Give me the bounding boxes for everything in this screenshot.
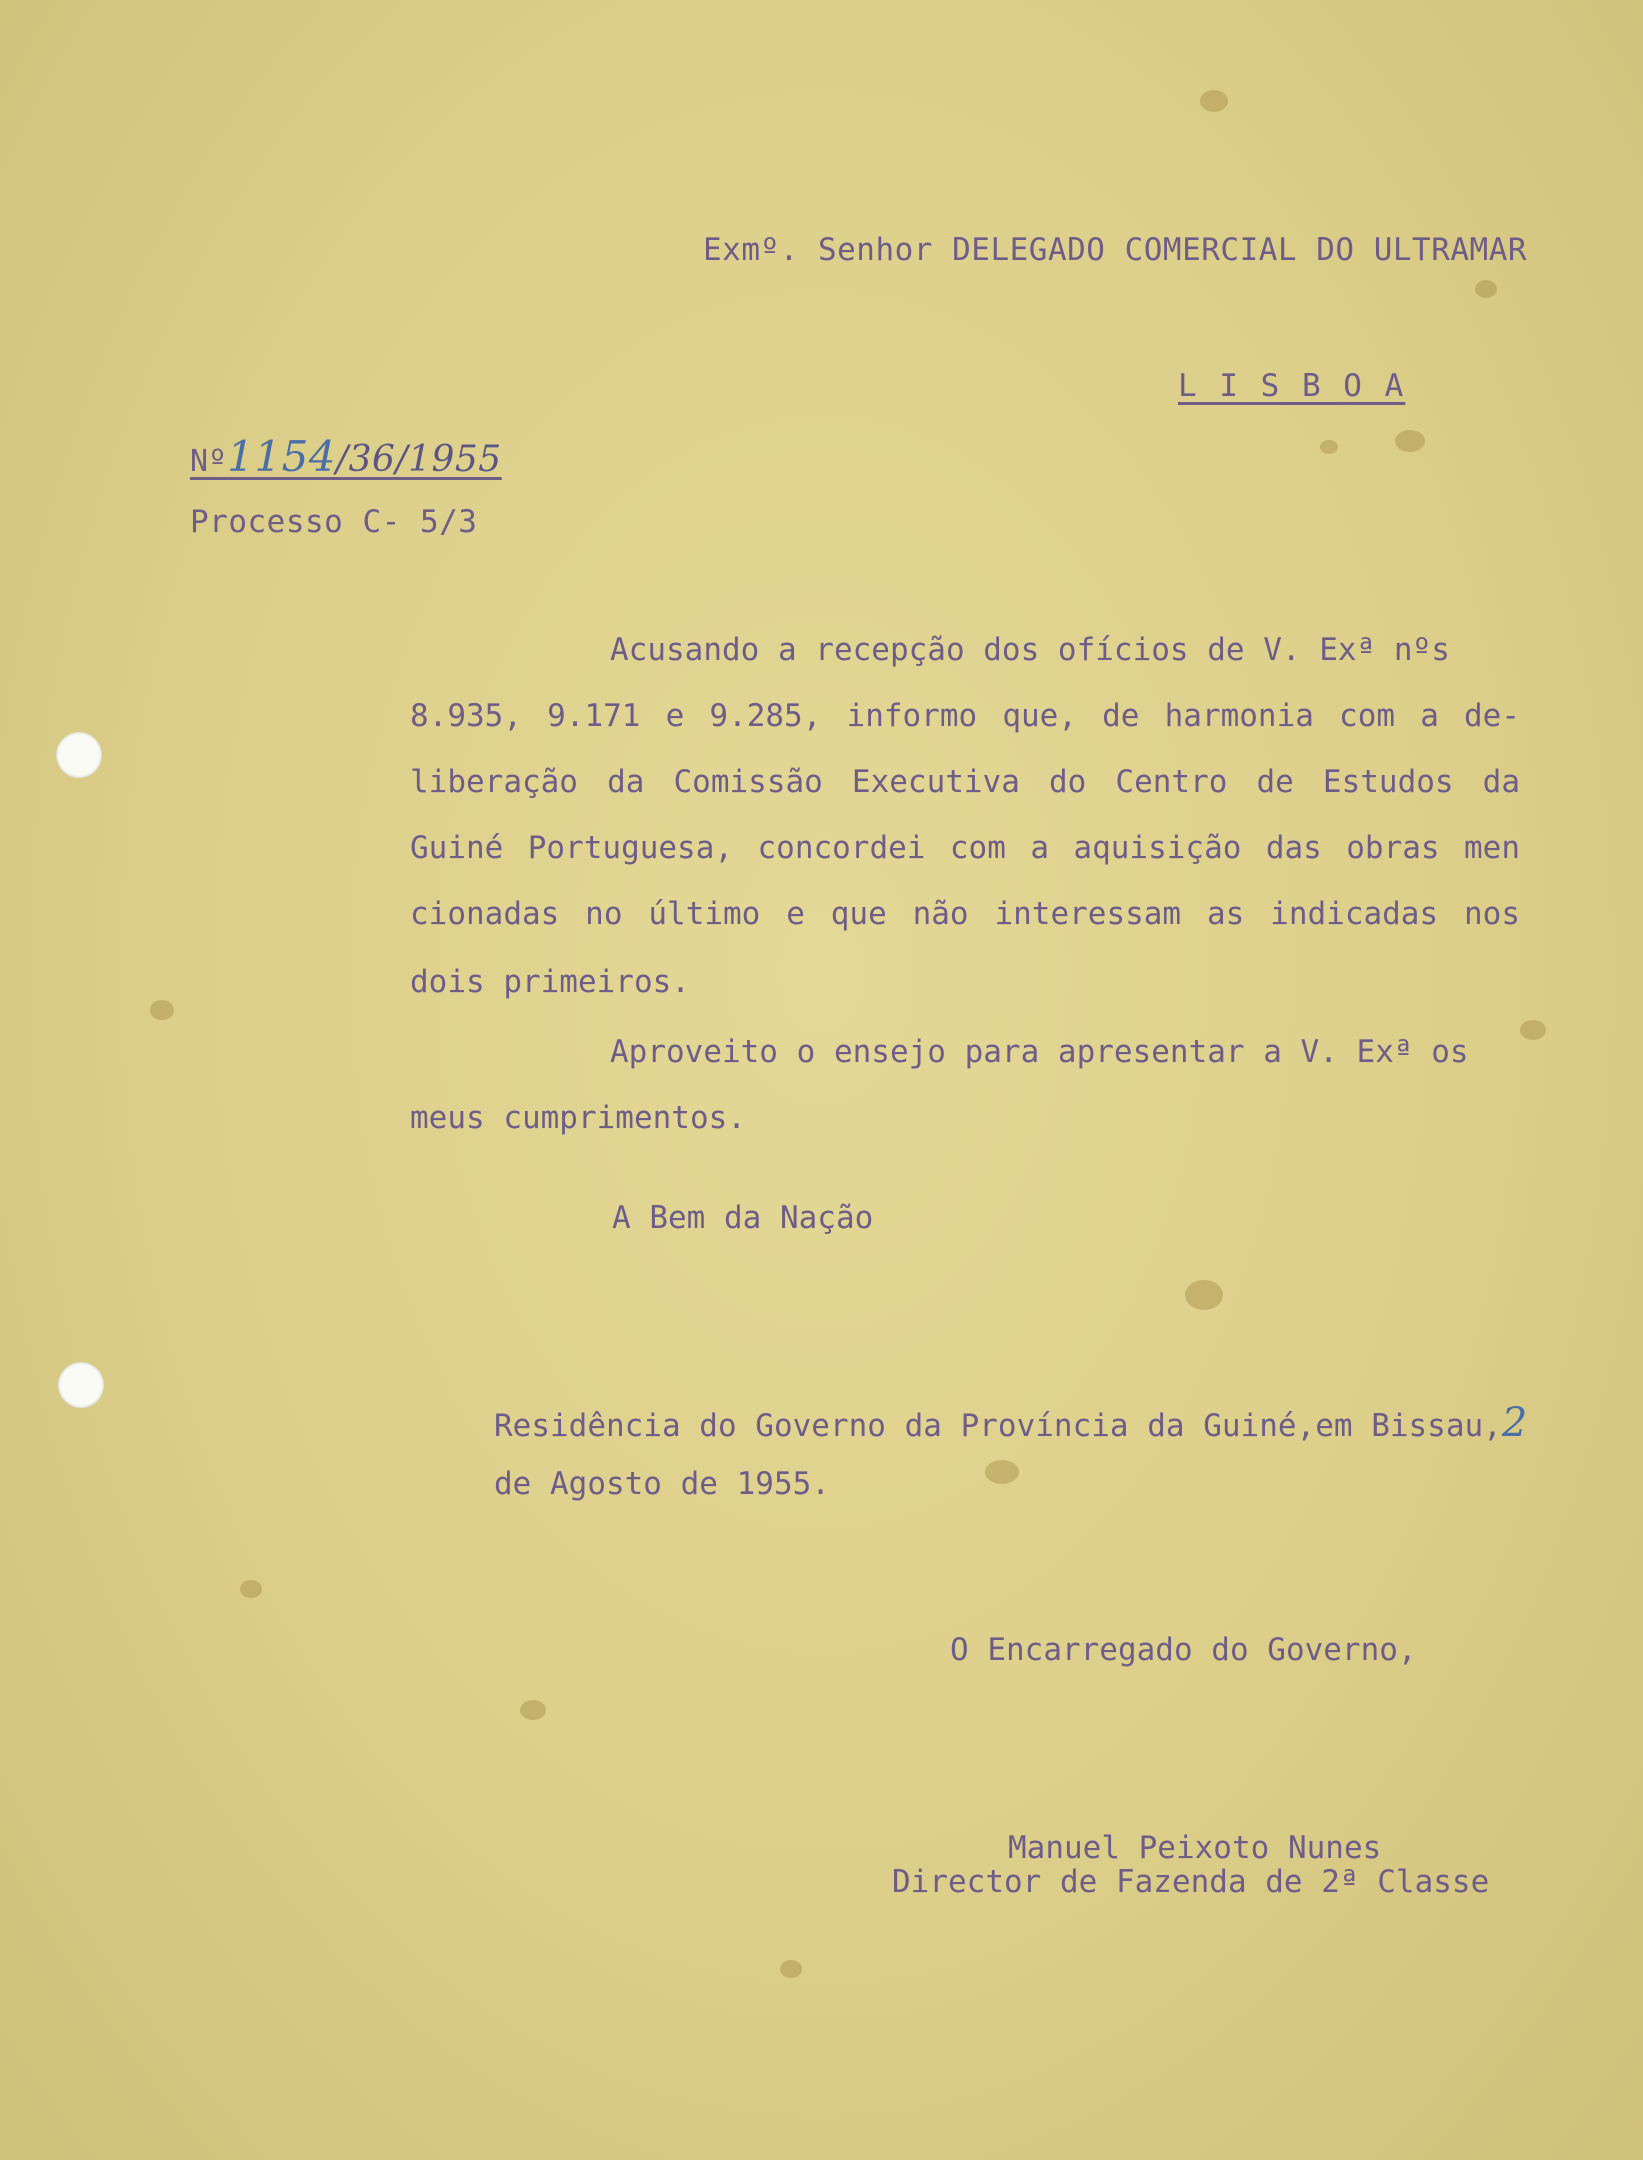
stain-mark xyxy=(985,1460,1019,1484)
process-number: Processo C- 5/3 xyxy=(190,504,478,540)
stain-mark xyxy=(1320,440,1338,454)
reference-number xyxy=(190,432,502,481)
reference-prefix: Nº xyxy=(190,444,228,479)
body-line: 8.935, 9.171 e 9.285, informo que, de harmonia com a de- xyxy=(410,698,1520,734)
salutation: A Bem da Nação xyxy=(612,1200,874,1236)
body-line: liberação da Comissão Executiva do Centro de Estudos da xyxy=(410,764,1520,800)
handwritten-day: 2 xyxy=(1501,1400,1528,1446)
body-line: Guiné Portuguesa, concordei com a aquisição das obras men xyxy=(410,830,1520,866)
handwritten-reference: 1154 xyxy=(227,432,337,481)
addressee-line: Exmº. Senhor DELEGADO COMERCIAL DO ULTRAMAR xyxy=(703,232,1528,268)
city-line: L I S B O A xyxy=(1178,368,1406,404)
date-line: de Agosto de 1955. xyxy=(494,1466,830,1502)
stain-mark xyxy=(780,1960,802,1978)
body-line: dois primeiros. xyxy=(410,964,690,1000)
signatory-title: Director de Fazenda de 2ª Classe xyxy=(892,1864,1490,1900)
reference-suffix: /36/1955 xyxy=(336,439,502,480)
signatory-name: Manuel Peixoto Nunes xyxy=(1008,1830,1382,1866)
stain-mark xyxy=(150,1000,174,1020)
signatory-role: O Encarregado do Governo, xyxy=(950,1632,1417,1668)
stain-mark xyxy=(1395,430,1425,452)
place-date-line xyxy=(494,1400,1527,1446)
stain-mark xyxy=(1200,90,1228,112)
stain-mark xyxy=(240,1580,262,1598)
stain-mark xyxy=(520,1700,546,1720)
body-line: Acusando a recepção dos ofícios de V. Exª nºs xyxy=(610,632,1450,668)
punch-hole xyxy=(58,1362,104,1408)
punch-hole xyxy=(56,732,102,778)
stain-mark xyxy=(1475,280,1497,298)
stain-mark xyxy=(1520,1020,1546,1040)
body-line: cionadas no último e que não interessam as indicadas nos xyxy=(410,896,1520,932)
closing-line: Aproveito o ensejo para apresentar a V. Exª os xyxy=(610,1034,1469,1070)
place-text: Residência do Governo da Província da Guiné,em Bissau, xyxy=(494,1408,1502,1444)
closing-line: meus cumprimentos. xyxy=(410,1100,746,1136)
stain-mark xyxy=(1185,1280,1223,1310)
